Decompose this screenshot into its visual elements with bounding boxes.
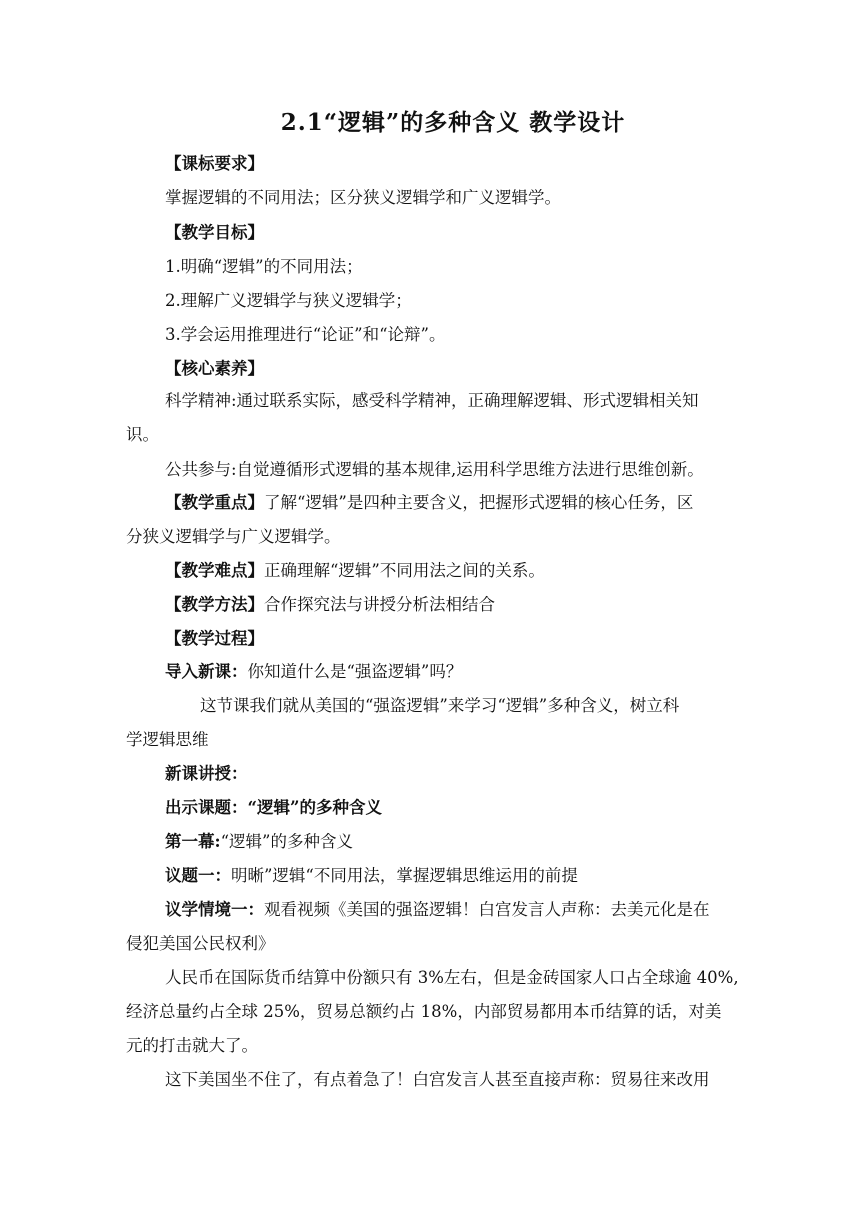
zhongdian-text-a: 了解“逻辑”是四种主要含义，把握形式逻辑的核心任务，区 bbox=[264, 493, 694, 512]
heading-fangfa: 【教学方法】 bbox=[165, 595, 264, 614]
nandian-line bbox=[165, 557, 737, 581]
dimu-text: “逻辑”的多种含义 bbox=[220, 832, 353, 851]
zhongdian-line-b: 分狭义逻辑学与广义逻辑学。 bbox=[126, 527, 341, 546]
daoru-text: 你知道什么是“强盗逻辑”吗？ bbox=[247, 662, 463, 681]
suyang-line-2: 公共参与:自觉遵循形式逻辑的基本规律,运用科学思维方法进行思维创新。 bbox=[165, 460, 704, 479]
heading-zhongdian: 【教学重点】 bbox=[165, 493, 264, 512]
nandian-text: 正确理解“逻辑”不同用法之间的关系。 bbox=[264, 561, 545, 580]
daoru-line bbox=[165, 658, 737, 682]
yiti-text: 明晰”逻辑“不同用法，掌握逻辑思维运用的前提 bbox=[231, 866, 578, 885]
suyang-line-1a: 科学精神:通过联系实际，感受科学精神，正确理解逻辑、形式逻辑相关知 bbox=[165, 391, 699, 410]
qingjing-line-b: 侵犯美国公民权利》 bbox=[126, 934, 275, 953]
daoru-label: 导入新课： bbox=[165, 662, 248, 681]
yiti-line bbox=[165, 862, 737, 886]
mubiao-item-1: 1.明确“逻辑”的不同用法； bbox=[165, 257, 363, 276]
qingjing-text-a: 观看视频《美国的强盗逻辑！白宫发言人声称：去美元化是在 bbox=[264, 900, 710, 919]
heading-mubiao: 【教学目标】 bbox=[165, 223, 264, 242]
para1-line-a: 人民币在国际货币结算中份额只有 3%左右，但是金砖国家人口占全球逾 40%, bbox=[165, 968, 739, 987]
heading-guocheng: 【教学过程】 bbox=[165, 629, 264, 648]
fangfa-text: 合作探究法与讲授分析法相结合 bbox=[264, 595, 495, 614]
dimu-line bbox=[165, 828, 737, 852]
page-title: 2.1“逻辑”的多种含义 教学设计 bbox=[280, 109, 626, 136]
para1-line-b: 经济总量约占全球 25%，贸易总额约占 18%，内部贸易都用本币结算的话，对美 bbox=[126, 1002, 722, 1021]
daoru-line-2b: 学逻辑思维 bbox=[126, 730, 209, 749]
mubiao-item-2: 2.理解广义逻辑学与狭义逻辑学； bbox=[165, 291, 412, 310]
heading-kebiao: 【课标要求】 bbox=[165, 154, 264, 173]
heading-nandian: 【教学难点】 bbox=[165, 561, 264, 580]
fangfa-line bbox=[165, 591, 737, 615]
heading-suyang: 【核心素养】 bbox=[165, 359, 264, 378]
xinke-heading: 新课讲授： bbox=[165, 764, 248, 783]
dimu-label: 第一幕: bbox=[165, 832, 221, 851]
mubiao-item-3: 3.学会运用推理进行“论证”和“论辩”。 bbox=[165, 325, 446, 344]
qingjing-label: 议学情境一： bbox=[165, 900, 264, 919]
qingjing-line-a bbox=[165, 896, 737, 920]
yiti-label: 议题一： bbox=[165, 866, 231, 885]
zhongdian-line-a bbox=[165, 489, 737, 513]
suyang-line-1b: 识。 bbox=[126, 425, 159, 444]
para2-line: 这下美国坐不住了，有点着急了！白宫发言人甚至直接声称：贸易往来改用 bbox=[165, 1070, 710, 1089]
para1-line-c: 元的打击就大了。 bbox=[126, 1036, 258, 1055]
daoru-line-2a: 这节课我们就从美国的“强盗逻辑”来学习“逻辑”多种含义，树立科 bbox=[200, 696, 680, 715]
chushi-heading: 出示课题：“逻辑”的多种含义 bbox=[165, 798, 382, 817]
kebiao-text: 掌握逻辑的不同用法；区分狭义逻辑学和广义逻辑学。 bbox=[165, 188, 561, 207]
